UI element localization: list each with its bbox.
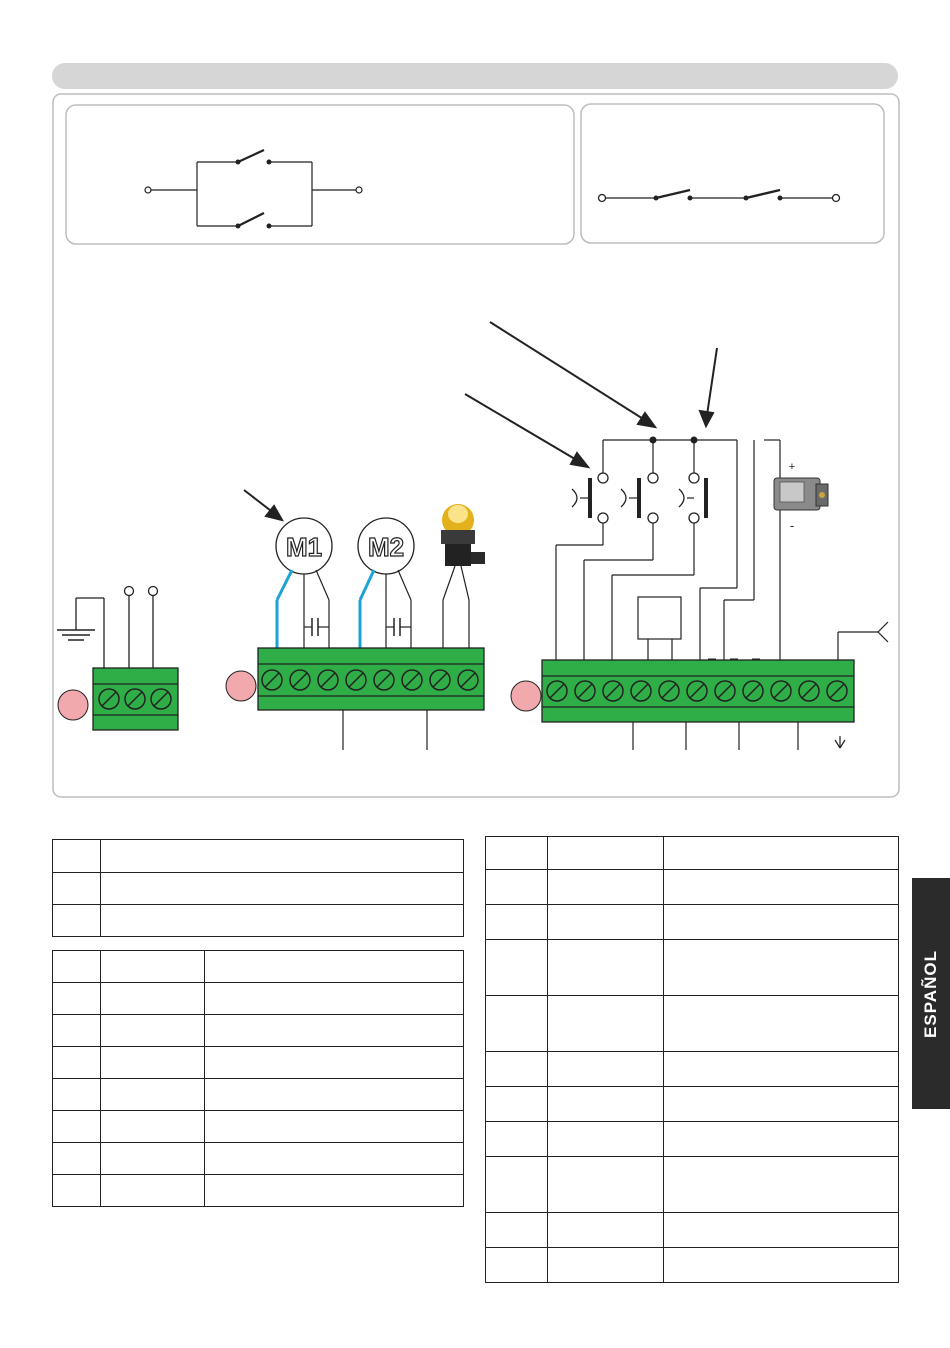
table-row <box>53 1015 464 1047</box>
table-row <box>53 1111 464 1143</box>
table-row <box>486 905 899 940</box>
m2-label: M2 <box>367 532 405 562</box>
accessory-box <box>638 597 681 639</box>
m1-label: M1 <box>285 532 323 562</box>
marker-circle-3 <box>511 681 541 711</box>
marker-circle-1 <box>58 690 88 720</box>
language-side-tab <box>912 878 950 1109</box>
table-row <box>53 1175 464 1207</box>
table-row <box>53 873 464 905</box>
table-row <box>486 1087 899 1122</box>
header-bar <box>52 63 898 89</box>
power-terminal-group <box>57 587 178 731</box>
table-row <box>53 951 464 983</box>
table-row <box>53 1079 464 1111</box>
table-row <box>486 837 899 870</box>
table-row <box>53 840 464 873</box>
parallel-contacts-box <box>66 105 574 244</box>
left-bottom-table <box>52 950 464 1207</box>
table-row <box>486 870 899 905</box>
motor-terminal-group <box>226 504 485 750</box>
flashing-lamp-icon <box>441 504 485 566</box>
table-row <box>486 1122 899 1157</box>
table-row <box>53 983 464 1015</box>
electric-lock-icon <box>774 478 828 510</box>
control-terminal-group <box>511 437 888 751</box>
left-top-table <box>52 839 464 937</box>
table-row <box>53 1047 464 1079</box>
language-label: ESPAÑOL <box>921 949 940 1038</box>
pushbutton-1-icon <box>572 473 608 523</box>
table-row <box>486 1213 899 1248</box>
right-table <box>485 836 899 1283</box>
pointer-arrows <box>244 322 717 520</box>
table-row <box>53 905 464 937</box>
pushbutton-2-icon <box>621 473 658 523</box>
table-row <box>53 1143 464 1175</box>
table-row <box>486 940 899 996</box>
lock-plus-label: + <box>788 461 796 473</box>
marker-circle-2 <box>226 671 256 701</box>
series-contacts-box <box>581 104 884 243</box>
table-row <box>486 1052 899 1087</box>
lock-minus-label: - <box>789 518 795 533</box>
table-row <box>486 1157 899 1213</box>
table-row <box>486 1248 899 1283</box>
table-row <box>486 996 899 1052</box>
pushbutton-3-icon <box>679 473 706 523</box>
